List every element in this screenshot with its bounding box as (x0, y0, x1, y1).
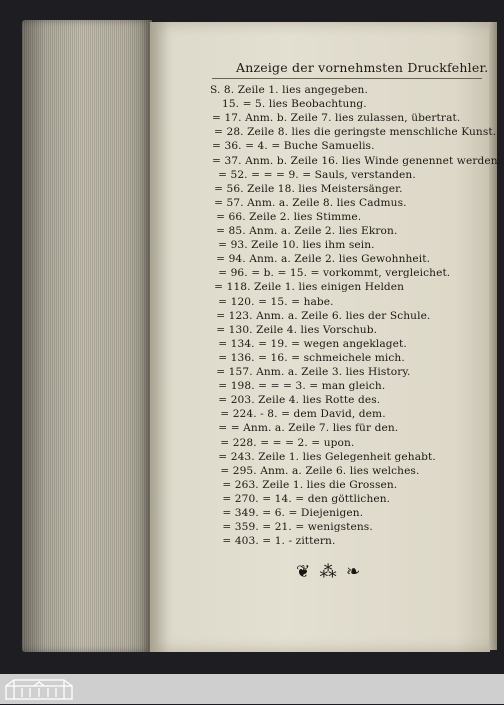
errata-entry: = 243. Zeile 1. lies Gelegenheit gehabt. (218, 450, 436, 463)
errata-entry: = 57. Anm. a. Zeile 8. lies Cadmus. (214, 196, 407, 209)
errata-entry: = 270. = 14. = den göttlichen. (222, 492, 391, 505)
errata-entry: = 28. Zeile 8. lies die geringste menschliche Kunst. (214, 126, 497, 139)
errata-entry: = 36. = 4. = Buche Samuelis. (212, 140, 375, 153)
errata-entry: = 120. = 15. = habe. (218, 295, 334, 308)
errata-entry: = 93. Zeile 10. lies ihm sein. (218, 239, 375, 252)
errata-entry: = 295. Anm. a. Zeile 6. lies welches. (220, 464, 420, 477)
errata-entry: S. 8. Zeile 1. lies angegeben. (210, 84, 368, 96)
viewer-footer-bar (0, 674, 504, 704)
errata-entry: = 37. Anm. b. Zeile 16. lies Winde genennet werden. (212, 154, 502, 167)
errata-entry: = 263. Zeile 1. lies die Grossen. (222, 478, 398, 491)
errata-entry: = 403. = 1. - zittern. (222, 535, 336, 548)
errata-entry: = 52. = = = 9. = Sauls, verstanden. (218, 168, 416, 181)
errata-entry: = 349. = 6. = Diejenigen. (222, 507, 364, 519)
errata-entry: = 134. = 19. = wegen angeklaget. (218, 337, 407, 350)
errata-entry: = 118. Zeile 1. lies einigen Helden (214, 281, 405, 294)
errata-entry: = 224. - 8. = dem David, dem. (220, 408, 386, 421)
errata-entry: = 66. Zeile 2. lies Stimme. (216, 210, 362, 223)
errata-entry: = 157. Anm. a. Zeile 3. lies History. (216, 366, 411, 378)
errata-entry: = 56. Zeile 18. lies Meistersänger. (214, 182, 403, 195)
errata-entry: = 198. = = = 3. = man gleich. (218, 380, 386, 393)
library-building-icon (4, 677, 74, 705)
errata-entry: = 203. Zeile 4. lies Rotte des. (218, 394, 381, 407)
closing-ornament: ❦ ⁂ ❧ (296, 562, 363, 582)
errata-entry: = 359. = 21. = wenigstens. (222, 521, 373, 534)
page-header-title: Anzeige der vornehmsten Druckfehler. (236, 60, 489, 75)
errata-entry: = 85. Anm. a. Zeile 2. lies Ekron. (216, 225, 398, 237)
errata-entry: = 17. Anm. b. Zeile 7. lies zulassen, übertrat. (212, 112, 461, 125)
errata-entry: 15. = 5. lies Beobachtung. (222, 98, 367, 111)
errata-entry: = 123. Anm. a. Zeile 6. lies der Schule. (216, 309, 431, 322)
errata-entry: = = Anm. a. Zeile 7. lies für den. (218, 422, 399, 435)
errata-entry: = 96. = b. = 15. = vorkommt, vergleichet. (218, 267, 451, 280)
errata-entry: = 94. Anm. a. Zeile 2. lies Gewohnheit. (216, 253, 431, 266)
errata-entry: = 136. = 16. = schmeichele mich. (218, 351, 405, 364)
errata-entry: = 228. = = = 2. = upon. (220, 436, 355, 449)
errata-entry: = 130. Zeile 4. lies Vorschub. (216, 323, 378, 336)
